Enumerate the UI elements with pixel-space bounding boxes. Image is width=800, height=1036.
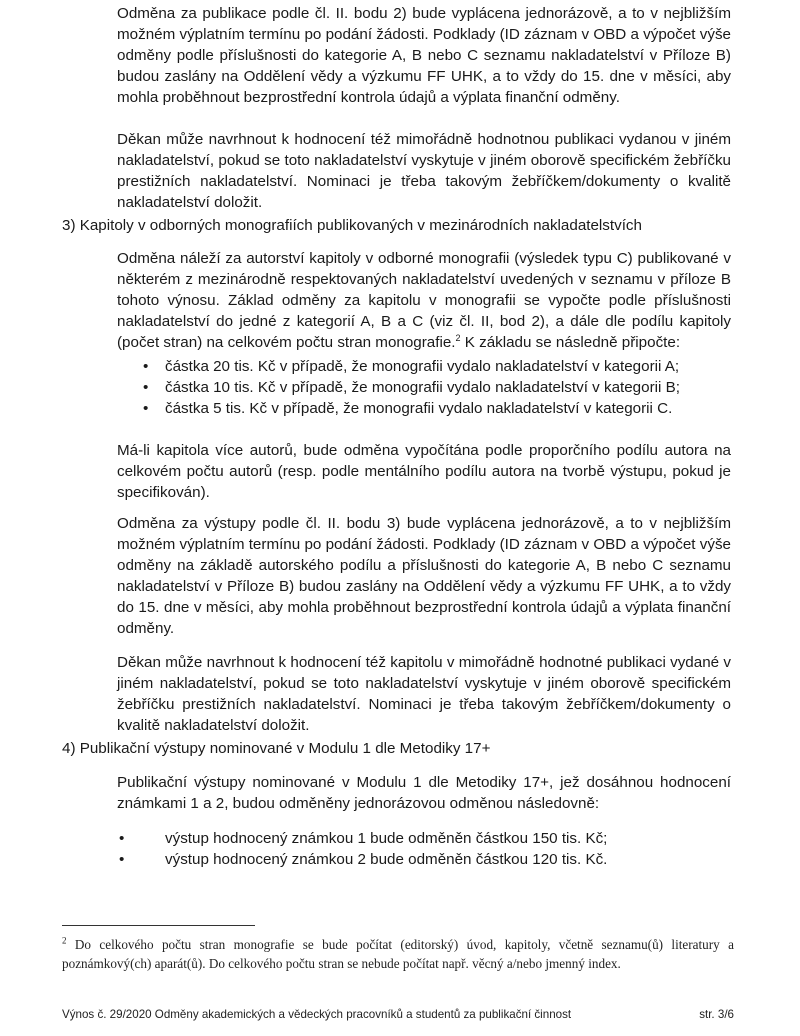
list-item-text: výstup hodnocený známkou 1 bude odměněn částkou 150 tis. Kč; <box>165 830 608 847</box>
list-item-text: výstup hodnocený známkou 2 bude odměněn částkou 120 tis. Kč. <box>165 850 608 868</box>
list-item <box>117 357 731 378</box>
paragraph-payout-publications: Odměna za publikace podle čl. II. bodu 2) bude vyplácena jednorázově, a to v nejbližším možném výplatním termínu po podání žádosti. Podklady (ID záznam v OBD a výpočet výše odměny podle příslušnosti do kategorie A, B nebo C seznamu nakladatelství v Příloze B) budou zaslány na Oddělení vědy a výzkumu FF UHK, a to vždy do 15. dne v měsíci, aby mohla proběhnout bezprostřední kontrola údajů a výplata finanční odměny. <box>117 5 731 106</box>
paragraph-chapter-reward <box>117 249 731 354</box>
paragraph-chapter-reward-tail: K základu se následně připočte: <box>460 333 681 351</box>
paragraph-dean-nomination-publication: Děkan může navrhnout k hodnocení též mimořádně hodnotnou publikaci vydanou v jiném nakladatelství, pokud se toto nakladatelství vyskytuje v jiném oborově specifickém žebříčku prestižních nakladatelství. Nominaci je třeba takovým žebříčkem/dokumenty o kvalitě nakladatelství doložit. <box>117 131 731 211</box>
list-item-text: částka 20 tis. Kč v případě, že monografii vydalo nakladatelství v kategorii A; <box>165 358 680 375</box>
paragraph-module-1: Publikační výstupy nominované v Modulu 1 dle Metodiky 17+, jež dosáhnou hodnocení známkami 1 a 2, budou odměněny jednorázovou odměnou následovně: <box>117 774 731 812</box>
footnote-mark: 2 <box>62 935 67 946</box>
footnote <box>62 936 734 973</box>
paragraph-chapter-reward-text: Odměna náleží za autorství kapitoly v odborné monografii (výsledek typu C) publikované v některém z mezinárodně respektovaných nakladatelství uvedených v seznamu v příloze B tohoto výnosu. Základ odměny za kapitolu v monografii se vypočte podle příslušnosti nakladatelství do jedné z kategorií A, B a C (viz čl. II, bod 2), a dále dle podílu kapitoly (počet stran) na celkovém počtu stran monografie. <box>117 250 731 351</box>
bullet-icon: • <box>143 378 149 396</box>
bullet-icon: • <box>143 399 149 417</box>
footer-document-title: Výnos č. 29/2020 Odměny akademických a vědeckých pracovníků a studentů za publikační činnost <box>62 1008 572 1021</box>
section-heading-4: 4) Publikační výstupy nominované v Modulu 1 dle Metodiky 17+ <box>62 740 491 757</box>
paragraph-payout-chapters: Odměna za výstupy podle čl. II. bodu 3) bude vyplácena jednorázově, a to v nejbližším možném výplatním termínu po podání žádosti. Podklady (ID záznam v OBD a výpočet výše odměny na základě autorského podílu a příslušnosti do kategorie A, B nebo C seznamu nakladatelství v Příloze B) budou zaslány na Oddělení vědy a výzkumu FF UHK, a to vždy do 15. dne v měsíci, aby mohla proběhnout bezprostřední kontrola údajů a výplata finanční odměny. <box>117 515 731 637</box>
list-item <box>117 378 731 399</box>
list-item-text: částka 10 tis. Kč v případě, že monografii vydalo nakladatelství v kategorii B; <box>165 378 680 396</box>
footnote-separator <box>62 925 255 926</box>
page-footer <box>62 1008 734 1022</box>
bullet-icon: • <box>119 850 125 868</box>
module-1-amounts-list <box>117 829 731 871</box>
list-item <box>117 850 731 871</box>
footnote-ref: 2 <box>455 332 461 343</box>
paragraph-multiple-authors: Má-li kapitola více autorů, bude odměna vypočítána podle proporčního podílu autora na celkovém počtu autorů (resp. podle mentálního podílu autora na tvorbě výstupu, pokud je specifikován). <box>117 442 731 501</box>
paragraph-dean-nomination-chapter: Děkan může navrhnout k hodnocení též kapitolu v mimořádně hodnotné publikaci vydané v jiném nakladatelství, pokud se toto nakladatelství vyskytuje v jiném oborově specifickém žebříčku prestižních nakladatelství. Nominaci je třeba takovým žebříčkem/dokumenty o kvalitě nakladatelství doložit. <box>117 654 731 734</box>
bullet-icon: • <box>119 830 125 847</box>
page-number: str. 3/6 <box>699 1008 734 1021</box>
list-item <box>117 399 731 420</box>
bullet-icon: • <box>143 358 149 375</box>
footnote-text: Do celkového počtu stran monografie se bude počítat (editorský) úvod, kapitoly, včetně seznamu(ů) literatury a poznámkový(ch) aparát(ů). Do celkového počtu stran se nebude počítat např. věcný a/nebo jmenný index. <box>62 937 734 971</box>
list-item-text: částka 5 tis. Kč v případě, že monografii vydalo nakladatelství v kategorii C. <box>165 399 673 417</box>
chapter-amounts-list <box>117 357 731 420</box>
list-item <box>117 829 731 850</box>
section-heading-3: 3) Kapitoly v odborných monografiích publikovaných v mezinárodních nakladatelstvích <box>62 217 642 234</box>
